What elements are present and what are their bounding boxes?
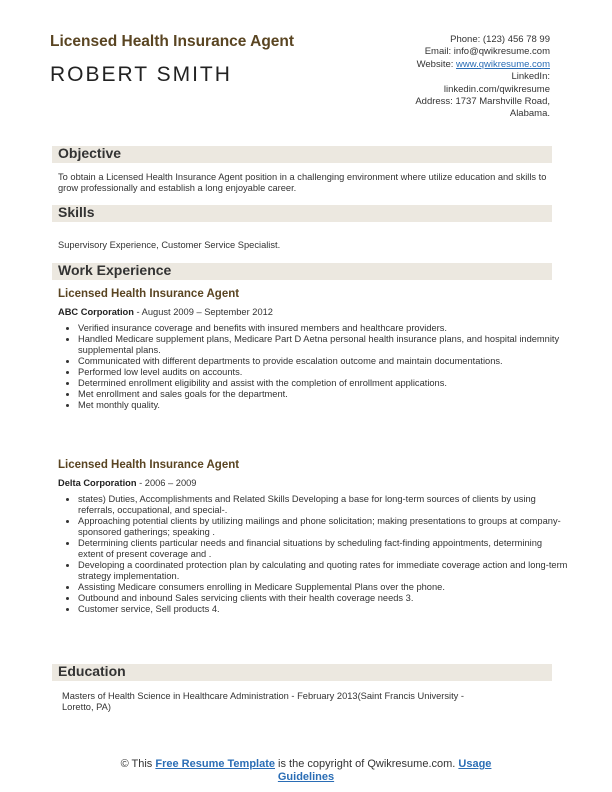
- linkedin-label: LinkedIn:: [511, 71, 550, 83]
- address-label: Address:: [415, 96, 453, 108]
- job-bullet: • Communicated with different departments to provide escalation outcome and maintain documentations.: [78, 356, 568, 367]
- company-name: ABC Corporation: [58, 307, 134, 317]
- objective-section-bar: [52, 146, 552, 163]
- phone-label: Phone:: [450, 34, 481, 45]
- job-bullet: • Handled Medicare supplement plans, Medicare Part D Aetna personal health insurance plans, and hospital indemnity supplemental plans.: [78, 334, 568, 356]
- objective-heading: Objective: [58, 145, 122, 161]
- job-bullet: • states) Duties, Accomplishments and Related Skills Developing a base for long-term sources of clients by using referrals, occupational, and special-.: [78, 494, 568, 516]
- skills-section-bar: [52, 205, 552, 222]
- job-bullet: • Outbound and inbound Sales servicing clients with their health coverage needs 3.: [78, 593, 568, 604]
- website-link[interactable]: www.qwikresume.com: [456, 58, 550, 70]
- phone-value: (123) 456 78 99: [482, 34, 550, 45]
- job-bullets: [62, 323, 568, 411]
- objective-text: To obtain a Licensed Health Insurance Agent position in a challenging environment where utilize education and skills to grow professionally and establish a long enjoyable career.: [58, 172, 547, 193]
- address-line1: 1737 Marshville Road,: [455, 96, 550, 108]
- footer-line1: [0, 758, 612, 771]
- contact-website: [320, 59, 550, 71]
- education-heading: Education: [58, 663, 126, 679]
- candidate-name: ROBERT SMITH: [50, 63, 232, 86]
- job-bullet: • Customer service, Sell products 4.: [78, 604, 568, 615]
- job-dates: - August 2009 – September 2012: [133, 307, 273, 317]
- education-section-bar: [52, 664, 552, 681]
- footer: [0, 758, 612, 784]
- resume-job-title: Licensed Health Insurance Agent: [50, 33, 295, 50]
- contact-block: [320, 34, 550, 121]
- footer-line2: [0, 771, 612, 784]
- company-name: Delta Corporation: [58, 478, 137, 488]
- contact-phone: [320, 34, 550, 46]
- linkedin-value: linkedin.com/qwikresume: [443, 83, 550, 95]
- job-role: Licensed Health Insurance Agent: [58, 459, 240, 471]
- job-bullet: • Approaching potential clients by utilizing mailings and phone solicitation; making presentations to groups at company-sponsored gatherings; speaking .: [78, 516, 568, 538]
- website-label: Website:: [416, 58, 454, 70]
- job-role: Licensed Health Insurance Agent: [58, 288, 240, 300]
- work-heading: Work Experience: [58, 262, 172, 278]
- job-bullet: • Assisting Medicare consumers enrolling in Medicare Supplemental Plans over the phone.: [78, 582, 568, 593]
- footer-prefix: © This: [120, 758, 156, 770]
- job-company-line: [58, 478, 196, 488]
- contact-email: [320, 46, 550, 58]
- email-value: info@qwikresume.com: [453, 46, 550, 58]
- usage-guidelines-link-cont[interactable]: Guidelines: [277, 771, 335, 783]
- job-bullets: [62, 494, 568, 615]
- job-bullet: • Met monthly quality.: [78, 400, 568, 411]
- job-bullet: • Determined enrollment eligibility and assist with the completion of enrollment applications.: [78, 378, 568, 389]
- education-line1: Masters of Health Science in Healthcare Administration - February 2013(Saint Francis University -: [62, 691, 464, 701]
- education-text: [62, 691, 552, 713]
- free-resume-template-link[interactable]: Free Resume Template: [155, 758, 275, 770]
- footer-middle: is the copyright of Qwikresume.com.: [275, 758, 459, 770]
- job-bullet: • Met enrollment and sales goals for the department.: [78, 389, 568, 400]
- contact-address: [320, 96, 550, 108]
- skills-text: Supervisory Experience, Customer Service Specialist.: [58, 240, 281, 250]
- job-bullet: • Developing a coordinated protection plan by calculating and quoting rates for immediate coverage action and long-term strategy implementation.: [78, 560, 568, 582]
- skills-heading: Skills: [58, 204, 95, 220]
- job-dates: - 2006 – 2009: [136, 478, 197, 488]
- address-line2: Alabama.: [509, 108, 550, 120]
- job-bullet: • Performed low level audits on accounts.: [78, 367, 568, 378]
- job-bullet: • Determining clients particular needs and financial situations by scheduling fact-finding appointments, determining extent of present coverage and .: [78, 538, 568, 560]
- education-line2: Loretto, PA): [62, 702, 111, 712]
- job-bullet: • Verified insurance coverage and benefits with insured members and healthcare providers.: [78, 323, 568, 334]
- usage-guidelines-link[interactable]: Usage: [458, 758, 492, 770]
- job-company-line: [58, 307, 273, 317]
- email-label: Email:: [424, 46, 452, 58]
